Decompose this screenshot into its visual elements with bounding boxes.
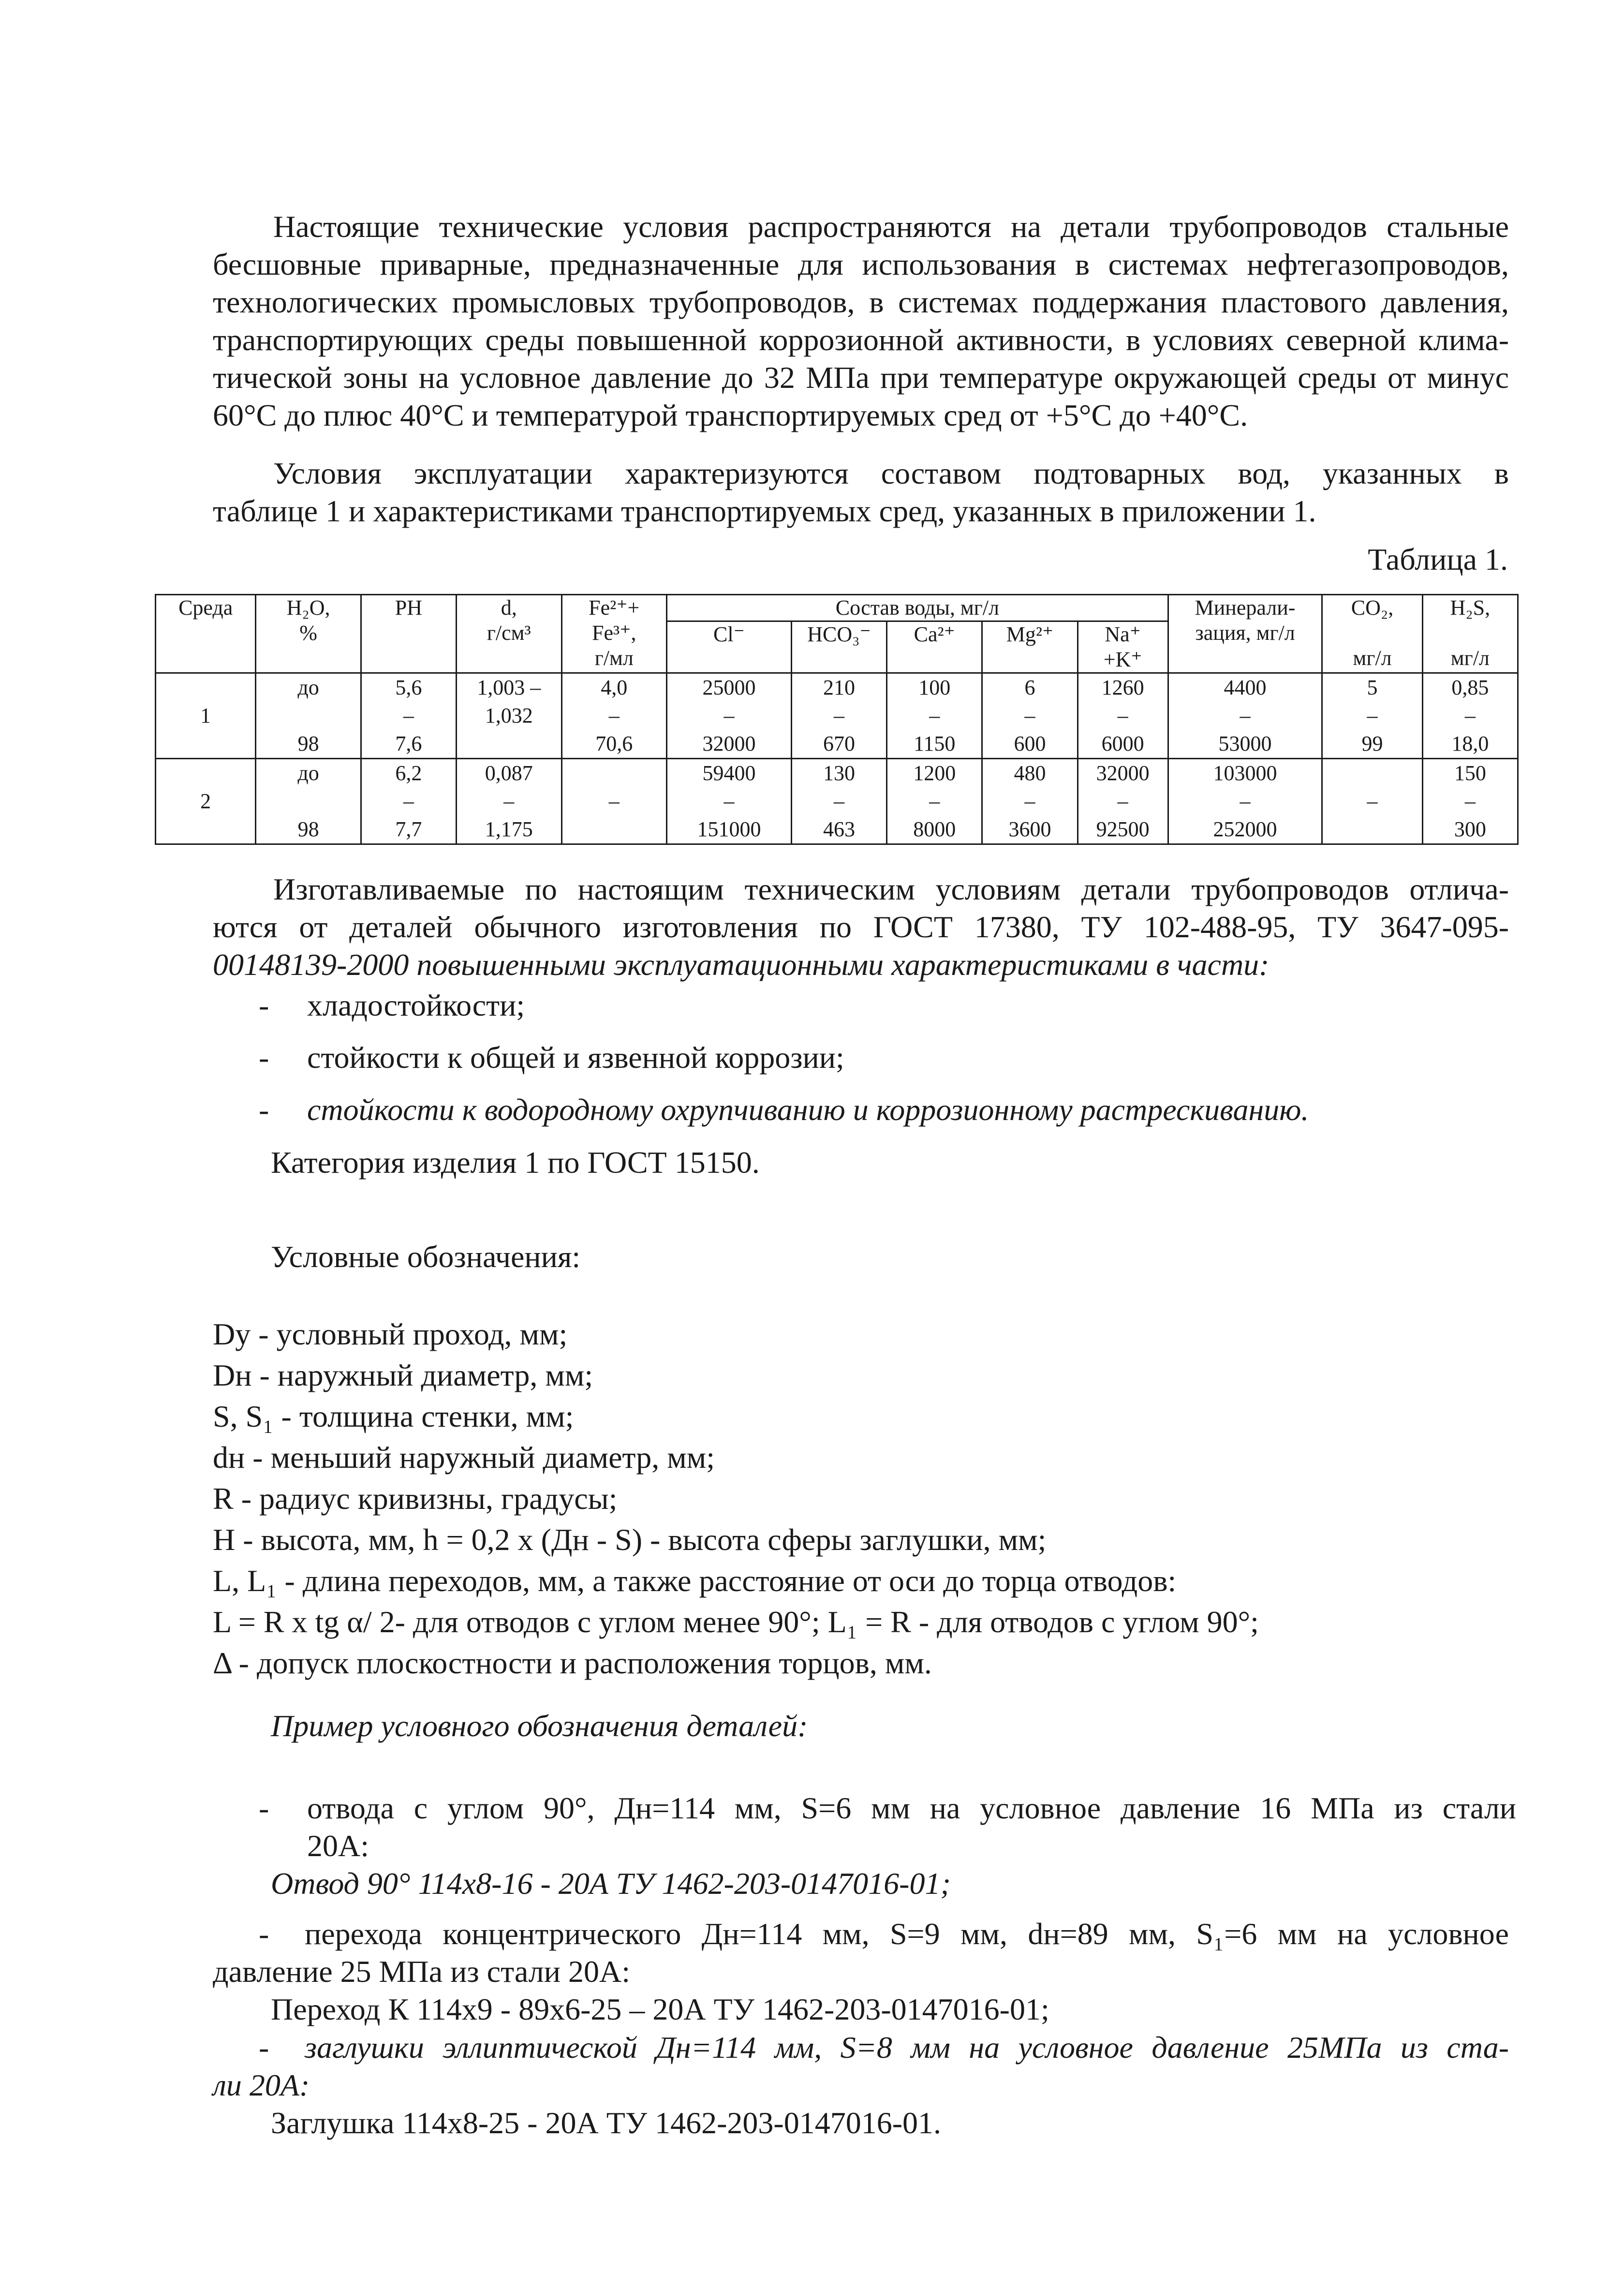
header-text: Fe²⁺+ — [589, 596, 640, 620]
dash-marker: - — [259, 1040, 269, 1075]
cell-text: 5,6 — [395, 676, 422, 699]
table-cell — [256, 673, 361, 759]
cell-text: – — [1367, 789, 1378, 813]
table-cell — [1322, 759, 1422, 844]
cell-text: 99 — [1361, 732, 1383, 755]
bullet-list — [259, 987, 1309, 1143]
table-cell — [1078, 673, 1168, 759]
table-cell — [791, 759, 886, 844]
cell-text: 32000 — [1096, 761, 1150, 785]
intro-paragraph-1 — [213, 208, 1509, 434]
table-header-row — [156, 595, 1518, 621]
cell-text: – — [929, 704, 940, 727]
cell-text: до — [297, 761, 319, 785]
cell-text: 7,6 — [395, 732, 422, 755]
text-line: таблице 1 и характеристиками транспортируемых сред, указанных в приложении 1. — [213, 494, 1316, 528]
cell-text: – — [723, 704, 735, 727]
header-cell — [561, 595, 666, 673]
text-line: тической зоны на условное давление до 32 МПа при температуре окружающей среды от минус — [213, 360, 1509, 395]
cell-text: – — [1240, 704, 1251, 727]
header-cell: Состав воды, мг/л — [666, 595, 1168, 621]
table-row — [156, 759, 1518, 844]
table-cell — [1078, 759, 1168, 844]
text-line: бесшовные приварные, предназначенные для использования в системах нефтегазопроводов, — [213, 247, 1509, 281]
text-line: технологических промысловых трубопроводов, в системах поддержания пластового давления, — [213, 285, 1509, 319]
cell-text: 98 — [297, 732, 319, 755]
cell-text: 103000 — [1213, 761, 1277, 785]
table-cell — [1322, 673, 1422, 759]
cell-text — [259, 787, 357, 815]
header-cell — [1078, 621, 1168, 673]
cell-text: – — [403, 704, 414, 727]
header-text: г/см³ — [487, 621, 531, 645]
header-text: мг/л — [1353, 646, 1392, 670]
cell-text: 670 — [823, 732, 856, 755]
table-cell: 2 — [156, 759, 256, 844]
legend-item: Δ - допуск плоскостности и расположения торцов, мм. — [213, 1646, 932, 1680]
cell-text: 18,0 — [1451, 732, 1489, 755]
table-cell — [561, 673, 666, 759]
header-text: Na⁺ — [1105, 622, 1141, 646]
category-text: Категория изделия 1 по ГОСТ 15150. — [271, 1145, 760, 1180]
cell-text: – — [503, 789, 515, 813]
cell-text: – — [1024, 704, 1035, 727]
legend-title: Условные обозначения: — [271, 1240, 581, 1274]
example-title: Пример условного обозначения деталей: — [271, 1709, 808, 1743]
table-cell — [1422, 673, 1518, 759]
header-cell: HCO₃⁻ — [791, 621, 886, 673]
dash-marker: - — [259, 2030, 269, 2065]
list-item — [259, 1091, 1309, 1143]
example-2 — [213, 1915, 1509, 2028]
cell-text: 4,0 — [601, 676, 628, 699]
example-text: давление 25 МПа из стали 20А: — [213, 1954, 630, 1989]
cell-text: 1150 — [914, 732, 956, 755]
text-line: Условия эксплуатации характеризуются составом подтоварных вод, указанных в — [273, 456, 1509, 490]
cell-text: – — [1240, 789, 1251, 813]
cell-text: – — [608, 789, 620, 813]
cell-text: 92500 — [1096, 817, 1150, 841]
cell-text: 0,087 — [485, 761, 533, 785]
table-cell — [791, 673, 886, 759]
cell-text: 100 — [918, 676, 951, 699]
cell-text: – — [834, 704, 845, 727]
cell-text: 252000 — [1213, 817, 1277, 841]
text-line: ются от деталей обычного изготовления по ГОСТ 17380, ТУ 102-488-95, ТУ 3647-095- — [213, 910, 1509, 944]
water-composition-table — [155, 594, 1519, 845]
dash-marker: - — [259, 1791, 269, 1825]
header-text: Минерали- — [1195, 596, 1296, 620]
example-line — [259, 1789, 1516, 1827]
header-text: CO₂, — [1351, 596, 1394, 620]
cell-text: – — [403, 789, 414, 813]
example-designation: Отвод 90° 114х8-16 - 20А ТУ 1462-203-0147016-01; — [271, 1866, 951, 1901]
cell-text — [259, 702, 357, 730]
cell-text: – — [1367, 704, 1378, 727]
text-line: 60°С до плюс 40°С и температурой транспортируемых сред от +5°С до +40°С. — [213, 398, 1248, 432]
header-cell: Ca²⁺ — [887, 621, 982, 673]
cell-text — [565, 815, 663, 843]
cell-text: 32000 — [702, 732, 756, 755]
cell-text: 6 — [1024, 676, 1035, 699]
header-text: % — [299, 621, 317, 645]
table-cell — [1168, 673, 1322, 759]
example-text: 20А: — [307, 1829, 369, 1863]
table-cell — [666, 673, 791, 759]
legend-item: L = R x tg α/ 2- для отводов с углом менее 90°; L₁ = R - для отводов с углом 90°; — [213, 1605, 1259, 1639]
example-3 — [213, 2029, 1509, 2142]
cell-text: – — [1464, 789, 1476, 813]
header-text: Fe³⁺, — [592, 621, 636, 645]
cell-text — [1326, 815, 1418, 843]
cell-text: 1260 — [1101, 676, 1144, 699]
example-designation: Переход К 114х9 - 89х6-25 – 20А ТУ 1462-203-0147016-01; — [271, 1992, 1049, 2026]
cell-text: 7,7 — [395, 817, 422, 841]
legend-item: H - высота, мм, h = 0,2 x (Дн - S) - высота сферы заглушки, мм; — [213, 1522, 1047, 1557]
header-text: мг/л — [1450, 646, 1490, 670]
header-text: H₂S, — [1450, 596, 1491, 620]
cell-text: 151000 — [697, 817, 761, 841]
cell-text: 210 — [823, 676, 856, 699]
dash-marker: - — [259, 988, 269, 1022]
example-text: перехода концентрического Дн=114 мм, S=9 мм, dн=89 мм, S₁=6 мм на условное — [305, 1917, 1509, 1951]
legend-list — [213, 1315, 1259, 1685]
legend-item: L, L₁ - длина переходов, мм, а также расстояние от оси до торца отводов: — [213, 1564, 1177, 1598]
cell-text: 150 — [1454, 761, 1486, 785]
paragraph-3 — [213, 871, 1509, 984]
header-text: г/мл — [594, 646, 634, 670]
legend-item: Dн - наружный диаметр, мм; — [213, 1358, 593, 1392]
table-cell — [457, 673, 561, 759]
table-caption: Таблица 1. — [1368, 542, 1508, 576]
cell-text: – — [608, 704, 620, 727]
example-line — [213, 2029, 1509, 2066]
table-cell — [361, 673, 456, 759]
header-text: d, — [501, 596, 517, 620]
table-cell — [361, 759, 456, 844]
table-row — [156, 673, 1518, 759]
cell-text: 600 — [1014, 732, 1046, 755]
table-cell — [1422, 759, 1518, 844]
dash-marker: - — [259, 1092, 269, 1127]
cell-text: 6000 — [1101, 732, 1144, 755]
legend-item: Dу - условный проход, мм; — [213, 1317, 568, 1351]
cell-text: 25000 — [702, 676, 756, 699]
cell-text: 98 — [297, 817, 319, 841]
example-text: отвода с углом 90°, Дн=114 мм, S=6 мм на условное давление 16 МПа из стали — [307, 1791, 1516, 1825]
list-item-text: стойкости к водородному охрупчиванию и коррозионному растрескиванию. — [307, 1092, 1309, 1127]
cell-text: 1200 — [913, 761, 956, 785]
text-line: транспортирующих среды повышенной коррозионной активности, в условиях северной клима- — [213, 323, 1509, 357]
example-1 — [259, 1789, 1516, 1903]
cell-text: – — [929, 789, 940, 813]
header-cell: Cl⁻ — [666, 621, 791, 673]
cell-text — [565, 759, 663, 787]
cell-text — [1326, 759, 1418, 787]
header-cell: Среда — [156, 595, 256, 673]
header-cell: Mg²⁺ — [982, 621, 1078, 673]
cell-text: – — [834, 789, 845, 813]
table-cell — [887, 673, 982, 759]
cell-text: 59400 — [702, 761, 756, 785]
table-cell — [887, 759, 982, 844]
header-text: +K⁺ — [1103, 648, 1142, 671]
cell-text: – — [723, 789, 735, 813]
example-text: заглушки эллиптической Дн=114 мм, S=8 мм на условное давление 25МПа из ста- — [305, 2030, 1509, 2065]
legend-item: S, S₁ - толщина стенки, мм; — [213, 1399, 574, 1433]
cell-text: 5 — [1367, 676, 1378, 699]
example-text: ли 20А: — [213, 2068, 310, 2102]
header-text: зация, мг/л — [1195, 621, 1295, 645]
header-cell — [1168, 595, 1322, 673]
cell-text: 1,003 – — [477, 676, 541, 699]
cell-text: 70,6 — [595, 732, 633, 755]
header-cell — [1322, 595, 1422, 673]
cell-text: – — [1464, 704, 1476, 727]
cell-text: 0,85 — [1451, 676, 1489, 699]
table-cell — [256, 759, 361, 844]
cell-text: до — [297, 676, 319, 699]
text-line: 00148139-2000 повышенными эксплуатационными характеристиками в части: — [213, 947, 1270, 982]
cell-text: 3600 — [1008, 817, 1051, 841]
table-cell — [1168, 759, 1322, 844]
text-line: Настоящие технические условия распространяются на детали трубопроводов стальные — [273, 209, 1509, 244]
dash-marker: - — [259, 1917, 269, 1951]
table-cell: 1 — [156, 673, 256, 759]
text-line: Изготавливаемые по настоящим техническим условиям детали трубопроводов отлича- — [273, 872, 1509, 906]
cell-text: 53000 — [1218, 732, 1272, 755]
list-item — [259, 987, 1309, 1039]
cell-text: 480 — [1014, 761, 1046, 785]
example-designation: Заглушка 114х8-25 - 20А ТУ 1462-203-0147016-01. — [271, 2106, 942, 2140]
header-cell: PH — [361, 595, 456, 673]
cell-text: 300 — [1454, 817, 1486, 841]
list-item-text: хладостойкости; — [307, 988, 525, 1022]
cell-text: 1,175 — [485, 817, 533, 841]
legend-item: R - радиус кривизны, градусы; — [213, 1481, 618, 1516]
cell-text: 130 — [823, 761, 856, 785]
intro-paragraph-2 — [213, 455, 1509, 530]
cell-text: – — [1024, 789, 1035, 813]
list-item — [259, 1039, 1309, 1091]
cell-text: – — [1117, 704, 1128, 727]
table-cell — [982, 673, 1078, 759]
header-cell — [256, 595, 361, 673]
example-line — [213, 1915, 1509, 1953]
cell-text — [460, 730, 558, 758]
header-cell — [457, 595, 561, 673]
header-text: H₂O, — [286, 596, 330, 620]
table-cell — [561, 759, 666, 844]
header-cell — [1422, 595, 1518, 673]
cell-text: 463 — [823, 817, 856, 841]
table-cell — [457, 759, 561, 844]
legend-item: dн - меньший наружный диаметр, мм; — [213, 1440, 715, 1475]
list-item-text: стойкости к общей и язвенной коррозии; — [307, 1040, 844, 1075]
table-cell — [666, 759, 791, 844]
cell-text: 6,2 — [395, 761, 422, 785]
cell-text: 4400 — [1224, 676, 1267, 699]
table-cell — [982, 759, 1078, 844]
cell-text: 8000 — [913, 817, 956, 841]
cell-text: 1,032 — [485, 704, 533, 727]
cell-text: – — [1117, 789, 1128, 813]
